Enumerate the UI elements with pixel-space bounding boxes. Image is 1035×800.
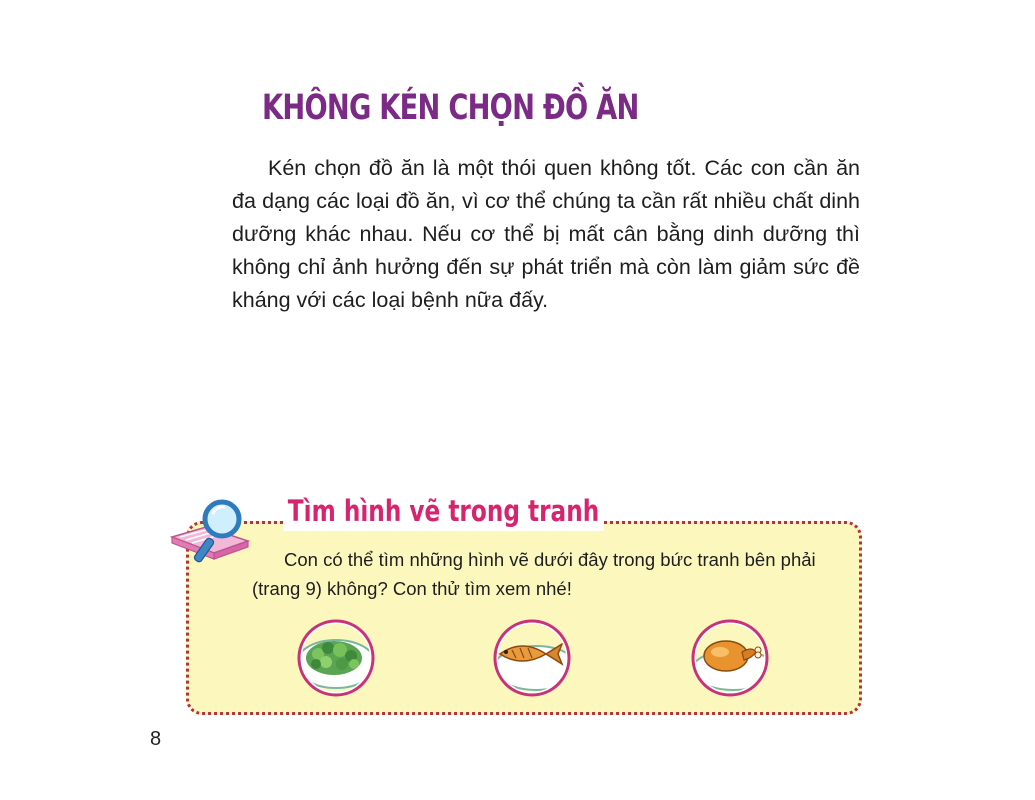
body-paragraph: Kén chọn đồ ăn là một thói quen không tốt. Các con cần ăn đa dạng các loại đồ ăn, vì cơ thể chúng ta cần rất nhiều chất dinh dưỡng khác nhau. Nếu cơ thể bị mất cân bằng dinh dưỡng thì không chỉ ảnh hưởng đến sự phát triển mà còn làm giảm sức đề kháng với các loại bệnh nữa đấy.: [232, 156, 860, 312]
activity-instruction: Con có thể tìm những hình vẽ dưới đây trong bức tranh bên phải (trang 9) không? Con thử tìm xem nhé!: [252, 549, 816, 599]
book-magnifier-icon: [166, 497, 258, 575]
page-title: KHÔNG KÉN CHỌN ĐỒ ĂN: [262, 88, 639, 128]
page-number: 8: [150, 728, 162, 750]
roast-chicken-dish-icon: [690, 618, 770, 698]
vegetable-dish-icon: [296, 618, 376, 698]
fish-dish-icon: [492, 618, 572, 698]
activity-title: Tìm hình vẽ trong tranh: [283, 491, 604, 531]
